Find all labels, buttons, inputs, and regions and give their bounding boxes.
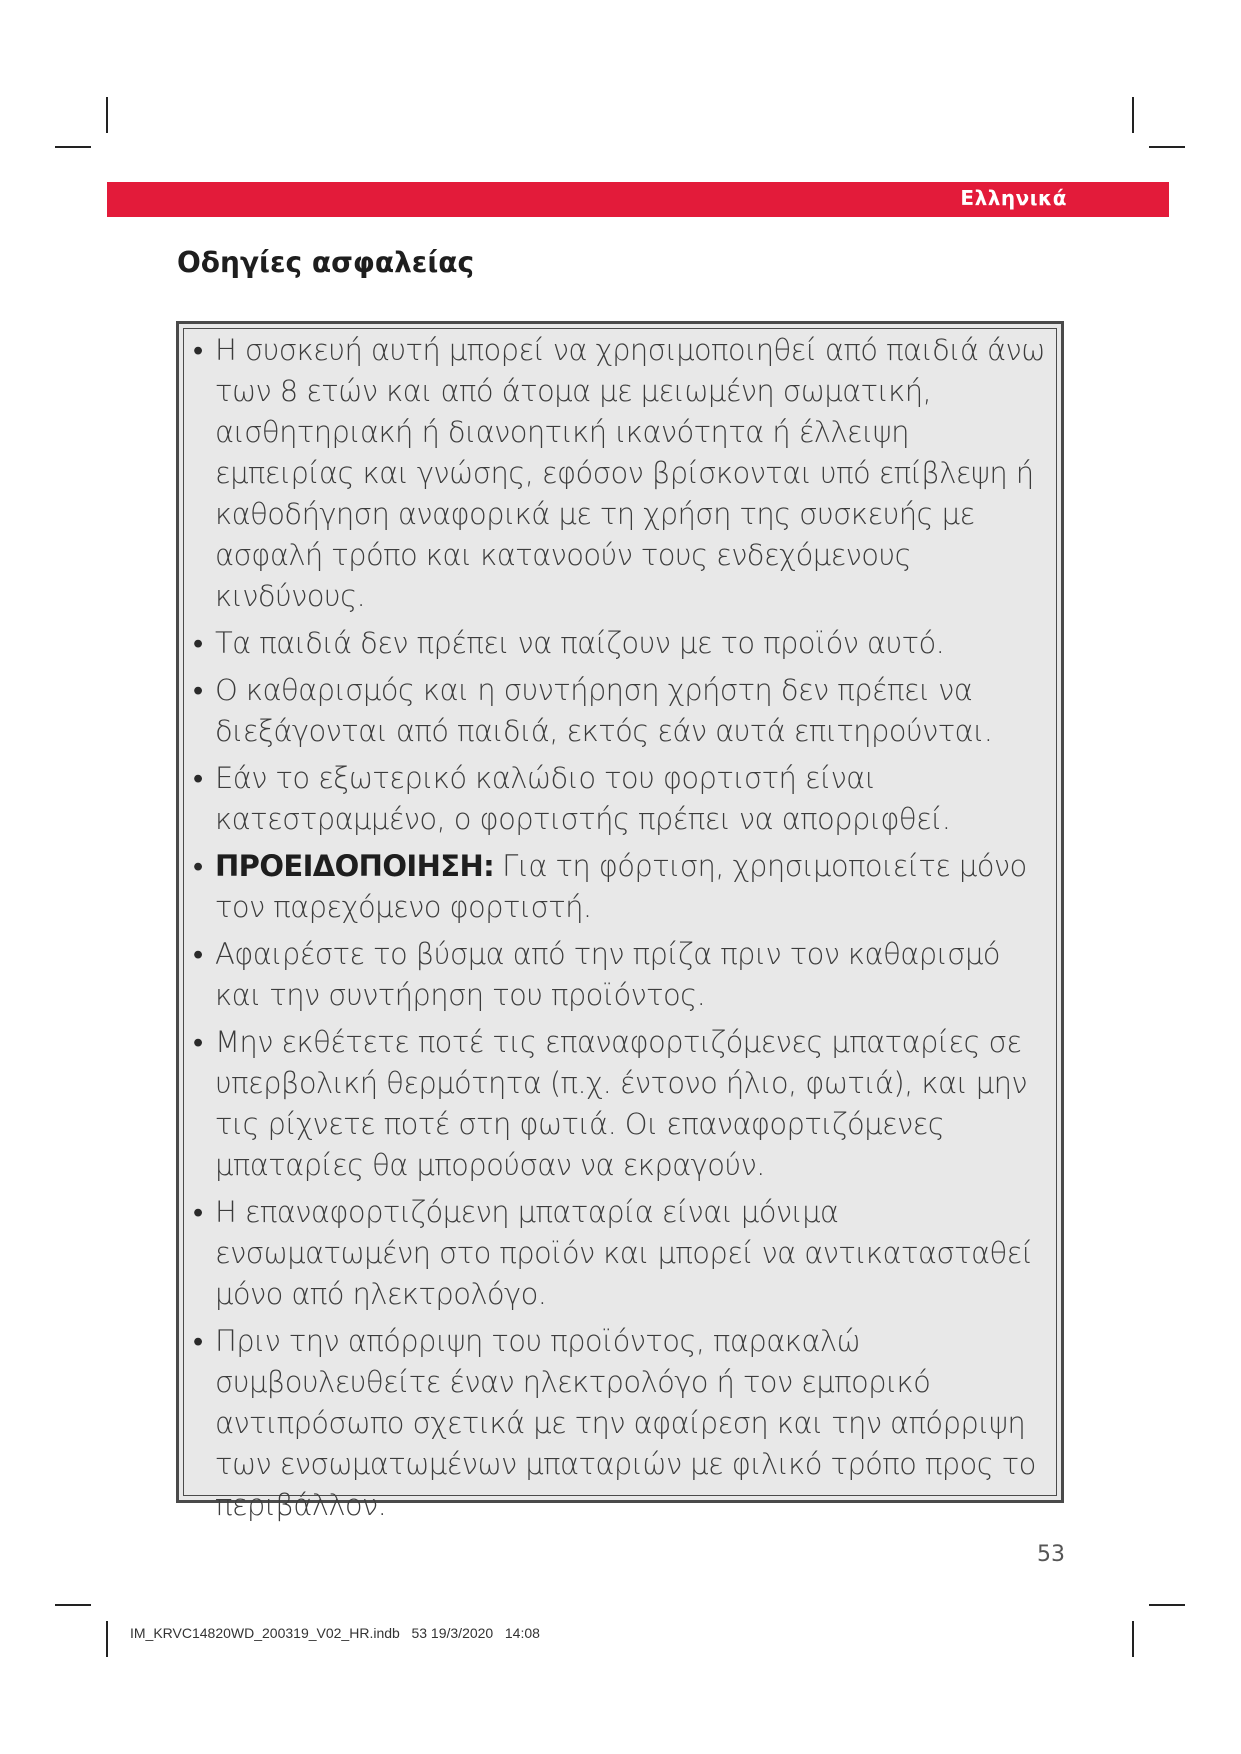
safety-list — [193, 330, 1051, 1526]
crop-mark-top-right-horizontal — [1149, 146, 1185, 148]
safety-item-text: Η συσκευή αυτή μπορεί να χρησιμοποιηθεί από παιδιά άνω των 8 ετών και από άτομα με μειωμένη σωματική, αισθητηριακή ή διανοητική ικανότητα ή έλλειψη εμπειρίας και γνώσης, εφόσον βρίσκονται υπό επίβλεψη ή καθοδήγηση αναφορικά με τη χρήση της συσκευής με ασφαλή τρόπο και κατανοούν τους ενδεχόμενους κινδύνους. — [215, 333, 1045, 613]
safety-item-text: Μην εκθέτετε ποτέ τις επαναφορτιζόμενες μπαταρίες σε υπερβολική θερμότητα (π.χ. έντονο ήλιο, φωτιά), και μην τις ρίχνετε ποτέ στη φωτιά. Οι επαναφορτιζόμενες μπαταρίες θα μπορούσαν να εκραγούν. — [215, 1025, 1027, 1182]
crop-mark-top-left-vertical — [106, 97, 108, 133]
bullet-icon: • — [193, 626, 203, 660]
safety-item — [193, 1022, 1051, 1186]
safety-item — [193, 670, 1051, 752]
safety-instructions-box — [176, 321, 1064, 1522]
bullet-icon: • — [193, 1195, 203, 1229]
bullet-icon: • — [193, 937, 203, 971]
language-label: Ελληνικά — [960, 186, 1067, 210]
crop-mark-bottom-left-vertical — [106, 1621, 108, 1657]
safety-item-text: Η επαναφορτιζόμενη μπαταρία είναι μόνιμα ενσωματωμένη στο προϊόν και μπορεί να αντικατασταθεί μόνο από ηλεκτρολόγο. — [215, 1195, 1033, 1311]
safety-item-text: Αφαιρέστε το βύσμα από την πρίζα πριν τον καθαρισμό και την συντήρηση του προϊόντος. — [215, 937, 1000, 1012]
bullet-icon: • — [193, 673, 203, 707]
warning-label: ΠΡΟΕΙΔΟΠΟΙΗΣΗ: — [215, 849, 495, 883]
safety-item — [193, 623, 1051, 664]
bullet-icon: • — [193, 761, 203, 795]
safety-item-text: Ο καθαρισμός και η συντήρηση χρήστη δεν πρέπει να διεξάγονται από παιδιά, εκτός εάν αυτά επιτηρούνται. — [215, 673, 993, 748]
crop-mark-bottom-right-horizontal — [1149, 1604, 1185, 1606]
language-header-band — [107, 182, 1169, 217]
print-file-info: IM_KRVC14820WD_200319_V02_HR.indb 53 19/3/2020 14:08 — [130, 1625, 540, 1641]
crop-mark-bottom-right-vertical — [1132, 1621, 1134, 1657]
safety-item — [193, 1192, 1051, 1315]
safety-item — [193, 330, 1051, 617]
safety-item — [193, 934, 1051, 1016]
warning-item — [193, 846, 1051, 928]
warning-text: Για τη φόρτιση, χρησιμοποιείτε μόνο τον παρεχόμενο φορτιστή. — [215, 849, 1027, 924]
bullet-icon: • — [193, 849, 203, 883]
safety-item — [193, 1321, 1051, 1526]
crop-mark-top-left-horizontal — [55, 146, 91, 148]
safety-item-text: Τα παιδιά δεν πρέπει να παίζουν με το προϊόν αυτό. — [215, 626, 945, 660]
bullet-icon: • — [193, 1324, 203, 1358]
page-number: 53 — [1037, 1542, 1065, 1567]
crop-mark-bottom-left-horizontal — [55, 1604, 91, 1606]
crop-mark-top-right-vertical — [1132, 97, 1134, 133]
section-title: Οδηγίες ασφαλείας — [177, 246, 475, 279]
safety-item — [193, 758, 1051, 840]
safety-item-text: Πριν την απόρριψη του προϊόντος, παρακαλώ συμβουλευθείτε έναν ηλεκτρολόγο ή τον εμπορικό αντιπρόσωπο σχετικά με την αφαίρεση και την απόρριψη των ενσωματωμένων μπαταριών με φιλικό τρόπο προς το περιβάλλον. — [215, 1324, 1036, 1522]
bullet-icon: • — [193, 333, 203, 367]
bullet-icon: • — [193, 1025, 203, 1059]
safety-item-text: Εάν το εξωτερικό καλώδιο του φορτιστή είναι κατεστραμμένο, ο φορτιστής πρέπει να απορριφθεί. — [215, 761, 951, 836]
